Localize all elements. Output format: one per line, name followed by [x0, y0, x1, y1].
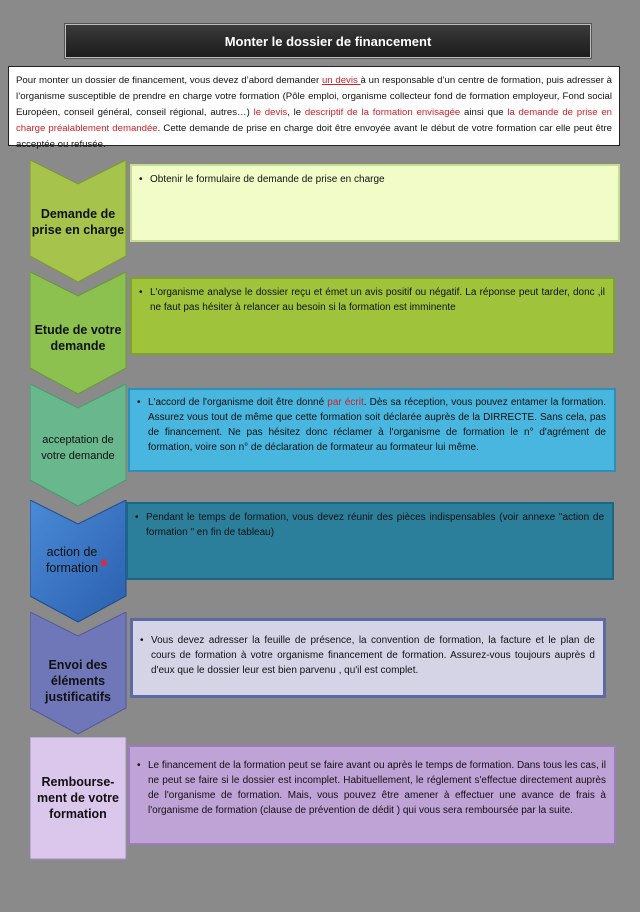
step-etude — [30, 272, 620, 397]
bullet-icon: • — [137, 397, 141, 408]
intro-paragraph — [8, 66, 620, 150]
step-description-box — [130, 277, 615, 355]
step-action-formation — [30, 500, 620, 625]
demande-highlight: la demande de prise en charge préalablement demandée — [16, 107, 613, 134]
step-text: Vous devez adresser la feuille de présence, la convention de formation, la facture et le plan de cours de formation à votre organisme financement de formation. Assurez-vous toujours auprès d d'eux que le dossier leur est bien parvenu , qu'il est complet. — [151, 635, 595, 676]
descriptif-highlight: descriptif de la formation envisagée — [304, 107, 461, 118]
step-text: Obtenir le formulaire de demande de prise en charge — [150, 174, 385, 185]
bullet-icon: • — [139, 287, 143, 298]
step-envoi — [30, 612, 620, 737]
step-text: Le financement de la formation peut se faire avant ou après le temps de formation. Dans tous les cas, il ne peut se faire si le dossier est incomplet. Habituellement, le réglement s'effectue directement auprès de l'organisme de formation. Mais, vous pouvez être amener à effectuer une avance de frais à l'organisme de formation (clause de prévention de dédit ) qui vous sera remboursée par la suite. — [148, 760, 606, 816]
intro-text: Pour monter un dossier de financement, vous devez d’abord demander — [16, 75, 322, 86]
step-text: L'organisme analyse le dossier reçu et émet un avis positif ou négatif. La réponse peut tarder, donc ,il ne faut pas hésiter à relancer au besoin si la formation est imminente — [150, 287, 605, 313]
step-description-box — [126, 502, 614, 580]
par-ecrit-highlight: par écrit — [327, 397, 364, 408]
step-text: Pendant le temps de formation, vous devez réunir des pièces indispensables (voir annexe "action de formation " en fin de tableau) — [146, 512, 604, 538]
step-label: Etude de votre demande — [34, 323, 122, 353]
bullet-icon: • — [139, 174, 143, 185]
intro-text: à un responsable d’un centre de formation, puis adresser à l’organisme susceptible de prendre en charge votre formation (Pôle emploi, organisme collecteur fond de formation employeur, Fond social Européen, conseil général, conseil régional, autres…) — [16, 75, 613, 118]
step-label: action de formation — [45, 545, 99, 575]
bullet-icon: • — [135, 512, 139, 523]
step-acceptation — [30, 384, 620, 509]
step-label: Demande de prise en charge — [31, 207, 125, 237]
step-label: acceptation de votre demande — [41, 434, 115, 462]
intro-text: , le — [287, 107, 305, 118]
step-label: Envoi des éléments justificatifs — [45, 658, 111, 704]
step-description-box — [128, 388, 616, 472]
step-text: L'accord de l'organisme doit être donné — [148, 397, 328, 408]
page-title: Monter le dossier de financement — [65, 24, 591, 58]
devis-highlight: le devis — [253, 107, 288, 118]
bullet-icon: • — [137, 760, 141, 771]
step-label: Rembourse-ment de votre formation — [37, 775, 119, 821]
devis-link: un devis — [321, 75, 361, 86]
step-description-box — [128, 745, 616, 845]
step-description-box — [130, 618, 606, 698]
intro-text: ainsi que — [460, 107, 508, 118]
step-remboursement — [30, 737, 620, 862]
bullet-icon: • — [140, 635, 144, 646]
step-text: . Dès sa réception, vous pouvez entamer la formation. Assurez vous tout de même que cette formation soit déclarée auprès de la DIRRECTE. Sans cela, pas de financement. Ne pas hésitez donc réclamer à l'organisme de formation le n° d'agrément de formation, voire son n° de déclaration de formateur au formateur lui même. — [148, 397, 606, 453]
step-demande — [30, 160, 620, 285]
asterisk-icon: * — [100, 556, 108, 578]
intro-text: . Cette demande de prise en charge doit être envoyée avant le début de votre formation car elle peut être acceptée ou refusée. — [16, 123, 613, 150]
step-description-box — [130, 164, 620, 242]
